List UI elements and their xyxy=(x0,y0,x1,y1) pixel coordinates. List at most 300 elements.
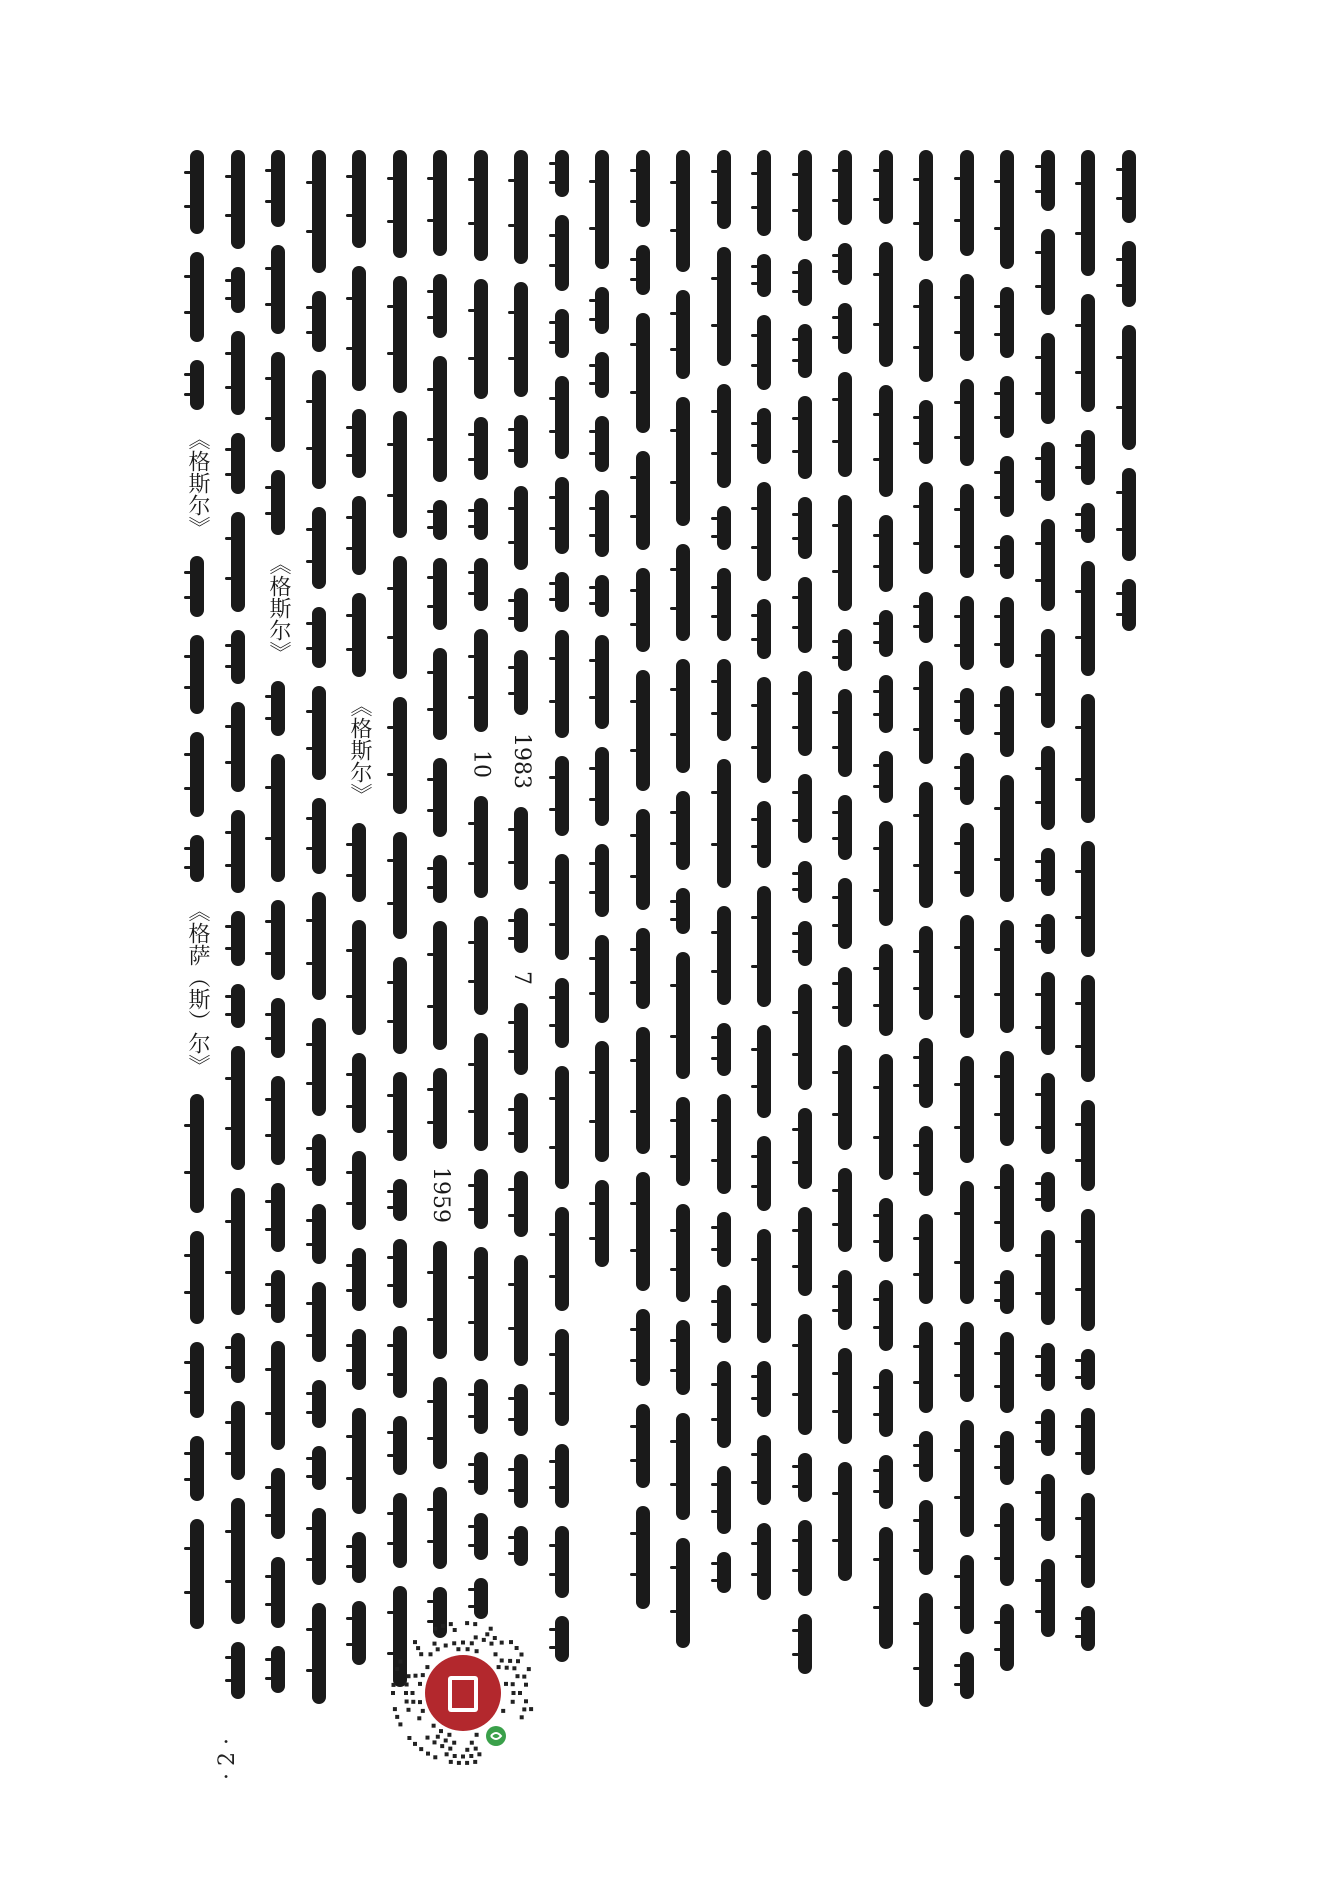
mongolian-word xyxy=(676,791,690,870)
mongolian-word xyxy=(433,150,447,256)
mongolian-word xyxy=(312,1446,326,1490)
mongolian-word xyxy=(433,855,447,903)
mongolian-word xyxy=(798,577,812,653)
qr-dot xyxy=(421,1673,425,1677)
mongolian-word xyxy=(636,670,650,791)
qr-dot xyxy=(417,1716,421,1720)
mongolian-word xyxy=(231,911,245,966)
mongolian-word xyxy=(352,1248,366,1311)
mongolian-word xyxy=(960,596,974,670)
mongolian-word xyxy=(514,807,528,890)
qr-dot xyxy=(497,1665,501,1669)
mongolian-word xyxy=(676,952,690,1079)
text-column xyxy=(1031,150,1065,1655)
mongolian-word xyxy=(555,1066,569,1189)
qr-dot xyxy=(426,1752,430,1756)
qr-dot xyxy=(395,1715,399,1719)
mongolian-word xyxy=(1041,333,1055,424)
mongolian-word xyxy=(231,630,245,684)
mongolian-word xyxy=(919,1500,933,1575)
mongolian-word xyxy=(919,150,933,261)
qr-dot xyxy=(419,1747,423,1751)
mongolian-word xyxy=(514,1255,528,1366)
qr-dot xyxy=(440,1744,444,1748)
mongolian-word xyxy=(595,490,609,557)
qr-dot xyxy=(456,1647,460,1651)
qr-dot xyxy=(416,1646,420,1650)
mongolian-word xyxy=(960,484,974,578)
mongolian-word xyxy=(190,360,204,410)
mongolian-word xyxy=(312,798,326,874)
mongolian-word xyxy=(312,1380,326,1428)
qr-dot xyxy=(452,1641,456,1645)
mongolian-word xyxy=(879,675,893,733)
qr-dot xyxy=(485,1632,489,1636)
qr-dot xyxy=(433,1755,437,1759)
mongolian-word xyxy=(271,1270,285,1323)
mongolian-word xyxy=(312,507,326,589)
qr-dot xyxy=(524,1699,528,1703)
mongolian-word xyxy=(919,782,933,908)
qr-dot xyxy=(418,1682,422,1686)
mongolian-word xyxy=(676,150,690,272)
mongolian-word xyxy=(514,1526,528,1566)
mongolian-word xyxy=(595,935,609,1023)
mongolian-word xyxy=(474,498,488,540)
qr-dot xyxy=(393,1707,397,1711)
text-column xyxy=(342,150,376,1683)
mongolian-word xyxy=(555,1207,569,1311)
mongolian-word xyxy=(393,832,407,939)
mongolian-word xyxy=(919,592,933,643)
mongolian-word xyxy=(1081,841,1095,957)
mongolian-word xyxy=(798,1314,812,1435)
mongolian-word xyxy=(474,796,488,898)
qr-dot xyxy=(448,1747,452,1751)
mongolian-word xyxy=(352,496,366,575)
mongolian-word xyxy=(960,150,974,256)
mongolian-word xyxy=(1081,294,1095,412)
mongolian-word xyxy=(960,1420,974,1537)
mongolian-word xyxy=(474,1452,488,1495)
mongolian-word xyxy=(879,1054,893,1180)
qr-dot xyxy=(461,1755,465,1759)
qr-dot xyxy=(395,1667,399,1671)
mongolian-word xyxy=(474,916,488,1015)
mongolian-word xyxy=(838,1045,852,1150)
mongolian-word xyxy=(636,313,650,433)
mongolian-word xyxy=(1081,1408,1095,1475)
mongolian-word xyxy=(433,274,447,338)
mongolian-word xyxy=(798,1207,812,1296)
mongolian-word xyxy=(352,1601,366,1665)
mongolian-word xyxy=(271,1557,285,1628)
mongolian-word xyxy=(433,1241,447,1359)
mongolian-word xyxy=(798,1453,812,1502)
mongolian-word xyxy=(879,385,893,497)
mongolian-word xyxy=(433,648,447,740)
mongolian-word xyxy=(474,1033,488,1151)
mongolian-word xyxy=(1041,442,1055,501)
qr-dot xyxy=(490,1642,494,1646)
mongolian-word xyxy=(312,1204,326,1264)
mongolian-word xyxy=(352,1329,366,1390)
mongolian-word xyxy=(555,854,569,960)
mongolian-word xyxy=(676,1204,690,1302)
mongolian-word xyxy=(757,886,771,1007)
text-column xyxy=(626,150,660,1627)
mongolian-word xyxy=(798,1520,812,1596)
mini-program-link-icon xyxy=(486,1726,506,1746)
qr-dot xyxy=(470,1741,474,1745)
mongolian-word xyxy=(433,758,447,837)
mongolian-word xyxy=(352,150,366,248)
inline-label: 《格斯尔》 xyxy=(266,553,291,663)
mongolian-word xyxy=(676,659,690,773)
mongolian-word xyxy=(757,482,771,581)
inline-label: 1983 xyxy=(509,733,534,789)
qr-dot xyxy=(509,1640,513,1644)
mongolian-word xyxy=(1000,1503,1014,1586)
mongolian-word xyxy=(514,650,528,715)
qr-dot xyxy=(433,1740,437,1744)
page-number-value: 2 xyxy=(215,1752,240,1766)
qr-dot xyxy=(457,1761,461,1765)
mongolian-word xyxy=(717,1361,731,1448)
qr-dot xyxy=(444,1644,448,1648)
mongolian-word xyxy=(190,1436,204,1501)
qr-dot xyxy=(501,1709,505,1713)
qr-dot xyxy=(482,1638,486,1642)
mongolian-word xyxy=(1041,1559,1055,1637)
mongolian-word xyxy=(352,1053,366,1133)
mongolian-word xyxy=(474,629,488,732)
mongolian-word xyxy=(393,1416,407,1475)
qr-dot xyxy=(516,1674,520,1678)
mongolian-word xyxy=(717,659,731,741)
mongolian-word xyxy=(757,1229,771,1343)
mongolian-word xyxy=(676,888,690,934)
mongolian-word xyxy=(879,610,893,657)
mongolian-word xyxy=(757,599,771,659)
mongolian-word xyxy=(717,506,731,550)
text-column xyxy=(180,150,214,1647)
mongolian-word xyxy=(393,276,407,393)
mongolian-word xyxy=(595,352,609,398)
mongolian-word xyxy=(190,635,204,714)
mongolian-word xyxy=(555,756,569,836)
qr-dot xyxy=(453,1754,457,1758)
qr-dot xyxy=(494,1652,498,1656)
qr-dot xyxy=(452,1741,456,1745)
mongolian-word xyxy=(1041,848,1055,896)
mongolian-word xyxy=(798,396,812,479)
mongolian-word xyxy=(1081,503,1095,543)
qr-dot xyxy=(500,1641,504,1645)
qr-dot xyxy=(516,1659,520,1663)
mongolian-word xyxy=(798,1108,812,1189)
mongolian-word xyxy=(393,411,407,538)
qr-dot xyxy=(474,1635,478,1639)
qr-dot xyxy=(511,1682,515,1686)
mongolian-word xyxy=(879,150,893,224)
mongolian-word xyxy=(1081,1209,1095,1331)
qr-dot xyxy=(407,1736,411,1740)
mongolian-word xyxy=(514,150,528,264)
mongolian-word xyxy=(960,1056,974,1163)
mongolian-word xyxy=(595,1041,609,1162)
mongolian-word xyxy=(676,290,690,379)
mongolian-word xyxy=(555,630,569,738)
qr-dot xyxy=(407,1674,411,1678)
mongolian-word xyxy=(757,408,771,464)
mongolian-word xyxy=(231,150,245,249)
book-logo-inner xyxy=(452,1680,474,1708)
mongolian-word xyxy=(717,906,731,1005)
mongolian-word xyxy=(838,1270,852,1330)
mongolian-word xyxy=(231,1046,245,1170)
mongolian-word xyxy=(798,1614,812,1674)
mongolian-word xyxy=(757,1025,771,1118)
mongolian-word xyxy=(312,370,326,489)
mongolian-word xyxy=(798,861,812,903)
qr-dot xyxy=(520,1715,524,1719)
mongolian-word xyxy=(190,556,204,617)
mongolian-word xyxy=(433,1377,447,1469)
mongolian-word xyxy=(960,753,974,805)
mongolian-word xyxy=(352,920,366,1035)
mongolian-word xyxy=(960,1322,974,1402)
mongolian-word xyxy=(717,1552,731,1593)
mongolian-word xyxy=(636,1027,650,1154)
qr-dot xyxy=(504,1682,508,1686)
mongolian-word xyxy=(312,686,326,780)
mongolian-word xyxy=(1122,150,1136,223)
mongolian-word xyxy=(474,1578,488,1619)
mongolian-word xyxy=(433,1487,447,1569)
mini-program-qr-code-icon[interactable] xyxy=(388,1618,538,1768)
mongolian-word xyxy=(555,572,569,612)
mongolian-word xyxy=(636,568,650,652)
mongolian-word xyxy=(1081,694,1095,823)
mongolian-word xyxy=(595,1180,609,1267)
page-number xyxy=(215,1738,240,1780)
mongolian-word xyxy=(919,1214,933,1304)
qr-dot xyxy=(508,1659,512,1663)
mongolian-word xyxy=(190,1094,204,1213)
mongolian-word xyxy=(595,150,609,269)
mongolian-word xyxy=(231,1333,245,1383)
mongolian-word xyxy=(1081,150,1095,276)
mongolian-word xyxy=(1122,579,1136,631)
mongolian-word xyxy=(514,1093,528,1153)
qr-dot xyxy=(522,1675,526,1679)
mongolian-word xyxy=(231,331,245,415)
mongolian-word xyxy=(555,1526,569,1598)
qr-dot xyxy=(473,1760,477,1764)
inline-label: 《格斯尔》 xyxy=(347,695,372,805)
mongolian-word xyxy=(1000,920,1014,1033)
mongolian-word xyxy=(919,1431,933,1482)
qr-dot xyxy=(441,1624,445,1628)
mongolian-word xyxy=(1081,561,1095,676)
qr-dot xyxy=(392,1683,396,1687)
qr-dot xyxy=(419,1652,423,1656)
text-column xyxy=(423,150,457,1656)
mongolian-word xyxy=(514,415,528,468)
qr-dot xyxy=(421,1709,425,1713)
mongolian-word xyxy=(1000,597,1014,668)
qr-dot xyxy=(447,1733,451,1737)
mongolian-word xyxy=(757,1435,771,1505)
mongolian-word xyxy=(231,1401,245,1480)
inline-label: 《格萨（斯）尔》 xyxy=(185,900,210,1076)
mongolian-word xyxy=(595,747,609,826)
mongolian-word xyxy=(676,544,690,641)
mongolian-word xyxy=(271,1183,285,1252)
mongolian-word xyxy=(271,754,285,882)
mongolian-word xyxy=(1041,229,1055,315)
mongolian-text-body xyxy=(180,150,1180,1710)
mongolian-word xyxy=(960,1555,974,1634)
mongolian-word xyxy=(757,315,771,390)
mongolian-word xyxy=(757,150,771,236)
text-column xyxy=(747,150,781,1618)
mongolian-word xyxy=(838,878,852,949)
mongolian-word xyxy=(838,1462,852,1581)
qr-dot xyxy=(411,1691,415,1695)
mongolian-word xyxy=(433,1068,447,1149)
mongolian-word xyxy=(636,1309,650,1386)
text-column xyxy=(585,150,619,1285)
mongolian-word xyxy=(919,400,933,464)
mongolian-word xyxy=(838,1168,852,1252)
mongolian-word xyxy=(960,1181,974,1304)
mongolian-word xyxy=(555,215,569,291)
mongolian-word xyxy=(595,844,609,917)
mongolian-word xyxy=(879,1369,893,1437)
mongolian-word xyxy=(838,243,852,285)
mongolian-word xyxy=(514,908,528,953)
mongolian-word xyxy=(676,1097,690,1186)
mongolian-word xyxy=(879,242,893,367)
mongolian-word xyxy=(555,477,569,554)
mongolian-word xyxy=(879,1527,893,1649)
mongolian-word xyxy=(960,379,974,466)
text-column xyxy=(1071,150,1105,1669)
mongolian-word xyxy=(271,150,285,227)
mongolian-word xyxy=(514,282,528,397)
mongolian-word xyxy=(1000,1164,1014,1252)
qr-dot xyxy=(433,1627,437,1631)
mongolian-word xyxy=(312,1018,326,1116)
mongolian-word xyxy=(919,1593,933,1707)
qr-dot xyxy=(429,1652,433,1656)
mongolian-word xyxy=(312,1508,326,1585)
text-column xyxy=(666,150,700,1666)
mongolian-word xyxy=(352,409,366,478)
qr-dot xyxy=(465,1748,469,1752)
mongolian-word xyxy=(271,1076,285,1165)
mongolian-word xyxy=(1081,1100,1095,1191)
mongolian-word xyxy=(271,998,285,1058)
mongolian-word xyxy=(1000,287,1014,358)
mongolian-word xyxy=(838,1348,852,1444)
mongolian-word xyxy=(879,1280,893,1351)
mongolian-word xyxy=(555,1444,569,1508)
qr-dot xyxy=(444,1739,448,1743)
mongolian-word xyxy=(1041,150,1055,211)
qr-dot xyxy=(477,1752,481,1756)
qr-dot xyxy=(493,1636,497,1640)
mongolian-word xyxy=(919,926,933,1020)
mongolian-word xyxy=(757,254,771,297)
mongolian-word xyxy=(393,957,407,1054)
mongolian-word xyxy=(1000,1604,1014,1671)
mongolian-word xyxy=(352,593,366,677)
mongolian-word xyxy=(1000,1051,1014,1146)
qr-dot xyxy=(404,1691,408,1695)
mongolian-word xyxy=(960,823,974,897)
mongolian-word xyxy=(1041,519,1055,611)
mongolian-word xyxy=(555,376,569,459)
mongolian-word xyxy=(474,1513,488,1560)
mongolian-word xyxy=(798,671,812,756)
mongolian-word xyxy=(757,1136,771,1211)
mongolian-word xyxy=(514,1384,528,1436)
mongolian-word xyxy=(190,1342,204,1418)
mongolian-word xyxy=(231,433,245,494)
qr-dot xyxy=(413,1742,417,1746)
mongolian-word xyxy=(190,1519,204,1629)
mongolian-word xyxy=(757,1361,771,1417)
mongolian-word xyxy=(393,556,407,679)
mongolian-word xyxy=(676,1413,690,1520)
qr-dot xyxy=(500,1659,504,1663)
mongolian-word xyxy=(231,1188,245,1315)
mongolian-word xyxy=(1041,1409,1055,1456)
mongolian-word xyxy=(514,588,528,632)
qr-dot xyxy=(405,1683,409,1687)
mongolian-word xyxy=(1081,1606,1095,1651)
qr-dot xyxy=(512,1691,516,1695)
mongolian-word xyxy=(757,677,771,783)
mongolian-word xyxy=(717,150,731,229)
qr-dot xyxy=(449,1622,453,1626)
mongolian-word xyxy=(717,384,731,488)
mongolian-word xyxy=(271,1341,285,1450)
mongolian-word xyxy=(636,809,650,910)
text-column xyxy=(1112,150,1146,649)
mongolian-word xyxy=(1122,241,1136,307)
qr-dot xyxy=(453,1628,457,1632)
qr-dot xyxy=(425,1665,429,1669)
mongolian-word xyxy=(838,795,852,860)
qr-dot xyxy=(436,1735,440,1739)
mongolian-word xyxy=(474,417,488,480)
mongolian-word xyxy=(514,1454,528,1508)
qr-dot xyxy=(522,1707,526,1711)
qr-dot xyxy=(470,1641,474,1645)
mongolian-word xyxy=(393,1239,407,1308)
mongolian-word xyxy=(1000,1431,1014,1485)
mongolian-word xyxy=(352,266,366,391)
qr-dot xyxy=(527,1667,531,1671)
mongolian-word xyxy=(838,967,852,1027)
mongolian-word xyxy=(1041,1172,1055,1212)
mongolian-word xyxy=(919,279,933,382)
mongolian-word xyxy=(879,821,893,926)
